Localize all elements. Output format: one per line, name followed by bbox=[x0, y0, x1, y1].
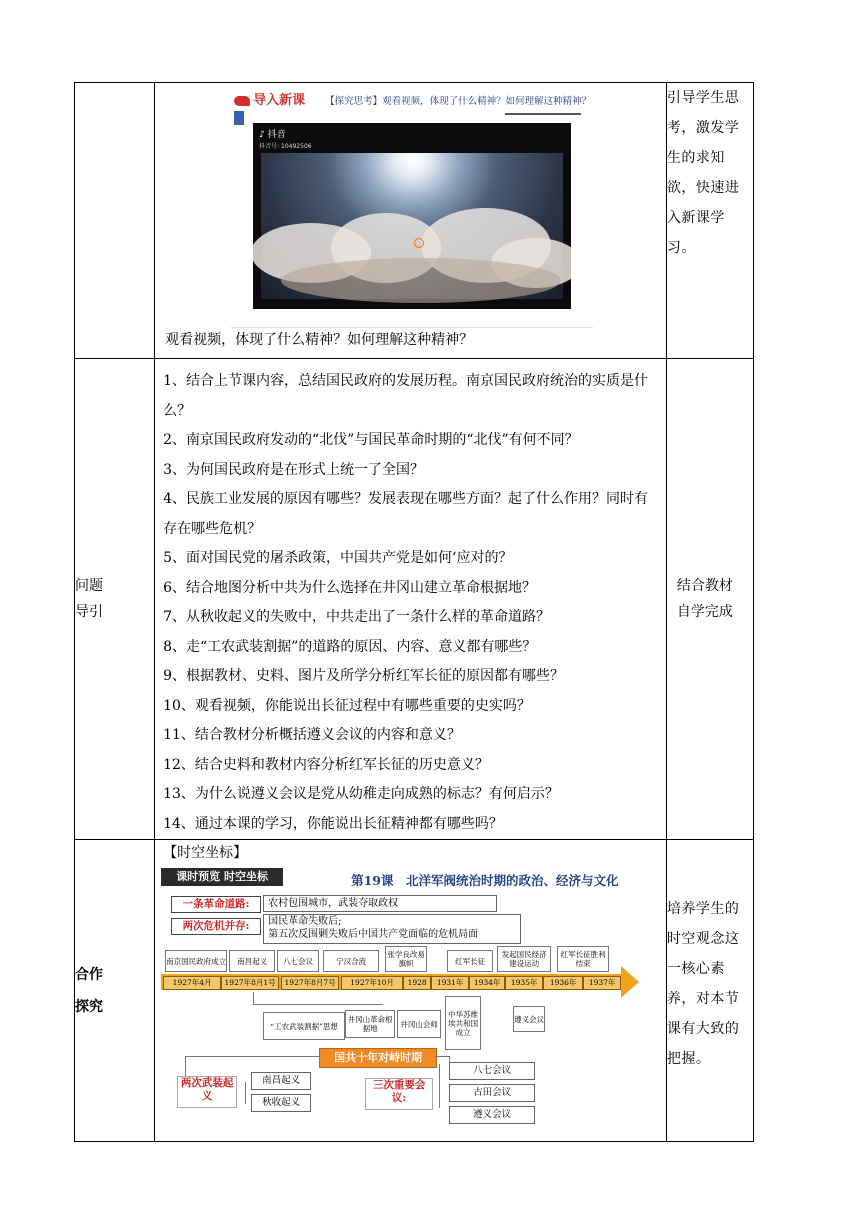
event-box: 八七会议 bbox=[277, 950, 319, 972]
bird-logo-icon bbox=[234, 96, 250, 106]
question-item: 12、结合史料和教材内容分析红军长征的历史意义？ bbox=[163, 756, 489, 773]
slide-topic: 【探究思考】观看视频，体现了什么精神？如何理解这种精神？ bbox=[325, 96, 592, 107]
question-item: 4、民族工业发展的原因有哪些？发展表现在哪些方面？起了什么作用？同时有存在哪些危机？ bbox=[163, 491, 649, 537]
date-tick: 1927年10月 bbox=[341, 976, 403, 990]
date-tick: 1927年8月1号 bbox=[221, 976, 279, 990]
content-cell-questions bbox=[155, 359, 667, 840]
event-box: 井冈山革命根据地 bbox=[345, 1010, 395, 1038]
question-item: 8、走“工农武装割据”的道路的原因、内容、意义都有哪些？ bbox=[163, 638, 537, 655]
crisis-text: 国民革命失败后; 第五次反围剿失败后中国共产党面临的危机局面 bbox=[263, 914, 521, 944]
date-tick: 1931年 bbox=[431, 976, 469, 990]
question-item: 1、结合上节课内容，总结国民政府的发展历程。南京国民政府统治的实质是什么？ bbox=[163, 373, 649, 419]
event-box: 遵义会议 bbox=[513, 1006, 545, 1032]
cloud-shape bbox=[281, 258, 561, 303]
bracket bbox=[439, 1064, 440, 1108]
lesson-title: 第19课 北洋军阀统治时期的政治、经济与文化 bbox=[351, 873, 619, 888]
crisis-label: 两次危机并存: bbox=[171, 918, 261, 935]
event-box: 南京国民政府成立 bbox=[165, 950, 227, 972]
connector bbox=[435, 1056, 449, 1057]
note-cell-explore: 培养学生的时空观念这一核心素养，对本节课有大致的把握。 bbox=[666, 840, 753, 1142]
period-banner: 国共十年对峙时期 bbox=[319, 1048, 437, 1068]
question-item: 11、结合教材分析概括遵义会议的内容和意义？ bbox=[163, 727, 461, 743]
slide-underline bbox=[505, 113, 581, 115]
video-player[interactable] bbox=[253, 123, 571, 309]
question-item: 6、结合地图分析中共为什么选择在井冈山建立革命根据地？ bbox=[163, 579, 537, 596]
date-tick: 1937年 bbox=[583, 976, 621, 990]
stage-cell-intro bbox=[75, 83, 155, 359]
bracket bbox=[245, 1082, 246, 1104]
connector bbox=[185, 1056, 319, 1057]
tiktok-icon: ♪ bbox=[259, 130, 265, 140]
event-box: 宁汉合流 bbox=[323, 950, 379, 972]
event-box: 张学良改易旗帜 bbox=[385, 946, 427, 972]
lesson-table bbox=[74, 82, 754, 1142]
event-box: 红军长征胜利结束 bbox=[557, 946, 609, 972]
meetings-label: 三次重要会议: bbox=[365, 1078, 433, 1110]
date-tick: 1927年8月7号 bbox=[281, 976, 339, 990]
date-tick: 1935年 bbox=[505, 976, 543, 990]
stage-cell-questions: 问题导引 bbox=[75, 359, 155, 840]
question-list bbox=[155, 359, 666, 839]
note-cell-intro: 引导学生思考，激发学生的求知欲，快速进入新课学习。 bbox=[666, 83, 753, 359]
slide-logo: 导入新课 bbox=[234, 89, 305, 108]
bookmark-icon bbox=[234, 111, 244, 125]
content-cell-intro bbox=[155, 83, 667, 359]
question-item: 3、为何国民政府是在形式上统一了全国？ bbox=[163, 461, 425, 478]
event-box: 中华苏维埃共和国成立 bbox=[445, 996, 481, 1050]
event-box: 红军长征 bbox=[447, 950, 493, 972]
question-item: 7、从秋收起义的失败中，中共走出了一条什么样的革命道路？ bbox=[163, 609, 551, 625]
video-brand: ♪ 抖音 bbox=[259, 130, 286, 140]
slide-divider bbox=[231, 327, 593, 328]
note-cell-questions: 结合教材自学完成 bbox=[666, 359, 753, 840]
question-item: 14、通过本课的学习，你能说出长征精神都有哪些吗？ bbox=[163, 815, 503, 832]
uprising-box: 秋收起义 bbox=[251, 1094, 311, 1112]
question-item: 9、根据教材、史料、图片及所学分析红军长征的原因都有哪些？ bbox=[163, 668, 565, 684]
uprising-label: 两次武装起义 bbox=[177, 1076, 237, 1108]
date-tick: 1928 bbox=[403, 976, 431, 990]
preview-banner: 课时预览 时空坐标 bbox=[161, 868, 283, 886]
event-box: “工农武装割据”思想 bbox=[263, 1012, 345, 1040]
section-header: 【时空坐标】 bbox=[163, 845, 248, 861]
connector bbox=[185, 1056, 186, 1076]
date-tick: 1927年4月 bbox=[163, 976, 221, 990]
event-box: 发起国民经济建设运动 bbox=[497, 946, 551, 972]
event-box: 南昌起义 bbox=[229, 950, 275, 972]
meeting-box: 遵义会议 bbox=[449, 1106, 535, 1124]
date-tick: 1934年 bbox=[469, 976, 505, 990]
road-text: 农村包围城市，武装夺取政权 bbox=[263, 895, 497, 912]
timeline-diagram bbox=[155, 862, 666, 1120]
slide-screenshot bbox=[155, 83, 666, 323]
meeting-box: 古田会议 bbox=[449, 1084, 535, 1102]
video-frame bbox=[261, 153, 563, 299]
connector bbox=[253, 992, 254, 1004]
video-id: 抖音号: 10492506 bbox=[259, 143, 312, 150]
question-item: 13、为什么说遵义会议是党从幼稚走向成熟的标志？有何启示？ bbox=[163, 786, 559, 802]
stage-cell-explore: 合作探究 bbox=[75, 840, 155, 1142]
date-tick: 1936年 bbox=[543, 976, 583, 990]
meeting-box: 八七会议 bbox=[449, 1062, 535, 1080]
row-questions bbox=[75, 359, 754, 840]
row-explore bbox=[75, 840, 754, 1142]
row-intro bbox=[75, 83, 754, 359]
timeline-arrow-icon bbox=[621, 966, 639, 998]
event-box: 井冈山会师 bbox=[397, 1010, 441, 1038]
question-item: 2、南京国民政府发动的“北伐”与国民革命时期的“北伐”有何不同？ bbox=[163, 432, 579, 448]
question-item: 10、观看视频，你能说出长征过程中有哪些重要的史实吗？ bbox=[163, 697, 531, 714]
intro-caption: 观看视频，体现了什么精神？如何理解这种精神？ bbox=[165, 332, 474, 348]
uprising-box: 南昌起义 bbox=[251, 1072, 311, 1090]
connector bbox=[253, 1004, 383, 1005]
road-label: 一条革命道路: bbox=[171, 896, 261, 913]
content-cell-explore bbox=[155, 840, 667, 1142]
question-item: 5、面对国民党的屠杀政策，中国共产党是如何‘应对的？ bbox=[163, 550, 513, 566]
